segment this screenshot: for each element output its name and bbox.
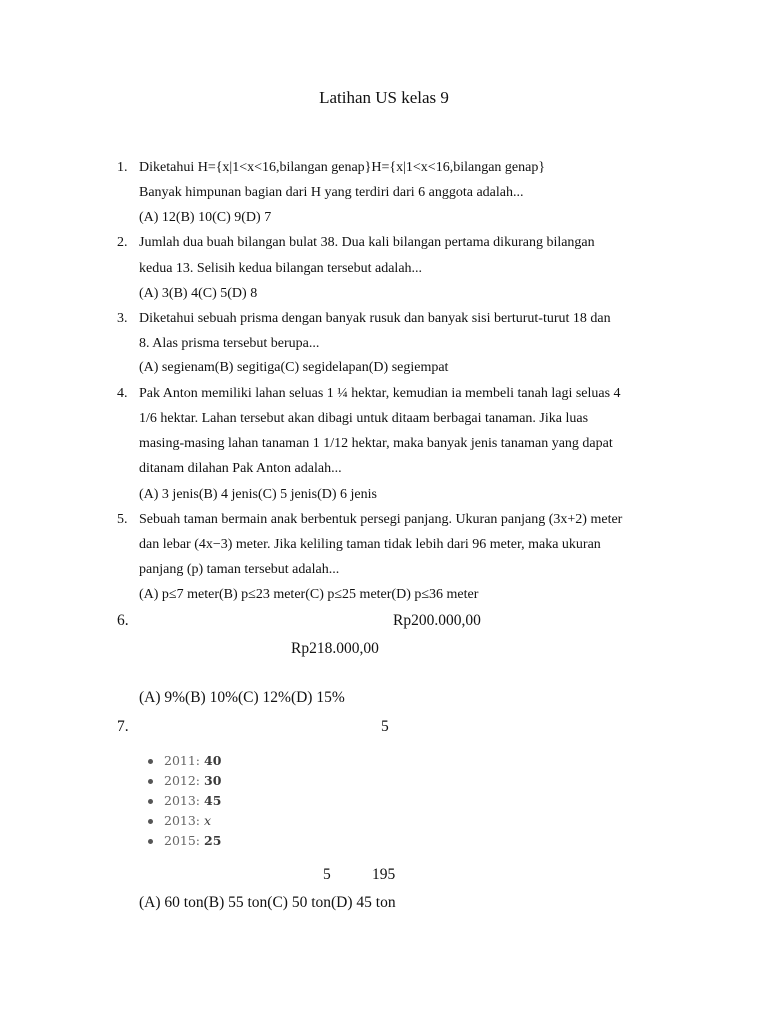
- year-label: 2013:: [164, 813, 201, 828]
- answer-options: (A) 12(B) 10(C) 9(D) 7: [139, 210, 272, 225]
- question-text-line: Banyak himpunan bagian dari H yang terdiri dari 6 anggota adalah...: [139, 185, 524, 200]
- year-label: 2015:: [164, 833, 201, 848]
- price-value: Rp200.000,00: [393, 612, 481, 629]
- question-text-line: Diketahui sebuah prisma dengan banyak rusuk dan banyak sisi berturut-turut 18 dan: [139, 311, 611, 326]
- question-text-line: Jumlah dua buah bilangan bulat 38. Dua kali bilangan pertama dikurang bilangan: [139, 235, 595, 250]
- year-label: 2012:: [164, 773, 201, 788]
- year-value: 30: [204, 773, 222, 788]
- yearly-data-list: [146, 751, 221, 851]
- question-number: 4.: [117, 386, 128, 401]
- year-value: x: [204, 813, 212, 828]
- question-text-line: ditanam dilahan Pak Anton adalah...: [139, 461, 342, 476]
- list-item: [146, 771, 221, 791]
- answer-options: (A) 3(B) 4(C) 5(D) 8: [139, 286, 258, 301]
- question-text-line: 1/6 hektar. Lahan tersebut akan dibagi untuk ditaam berbagai tanaman. Jika luas: [139, 411, 589, 426]
- list-item: [146, 791, 221, 811]
- answer-options: (A) 60 ton(B) 55 ton(C) 50 ton(D) 45 ton: [139, 894, 396, 911]
- question-number: 5.: [117, 512, 128, 527]
- question-text-line: Sebuah taman bermain anak berbentuk persegi panjang. Ukuran panjang (3x+2) meter: [139, 512, 623, 527]
- year-value: 25: [204, 833, 222, 848]
- answer-options: (A) 9%(B) 10%(C) 12%(D) 15%: [139, 689, 345, 706]
- list-item: [146, 811, 221, 831]
- number-value: 5: [381, 718, 389, 735]
- question-text-line: kedua 13. Selisih kedua bilangan tersebut adalah...: [139, 261, 423, 276]
- question-number: 6.: [117, 612, 129, 629]
- number-value: 5: [323, 866, 331, 883]
- question-number: 2.: [117, 235, 128, 250]
- question-text-line: panjang (p) taman tersebut adalah...: [139, 562, 340, 577]
- year-value: 45: [204, 793, 222, 808]
- answer-options: (A) p≤7 meter(B) p≤23 meter(C) p≤25 meter(D) p≤36 meter: [139, 587, 479, 602]
- question-text-line: masing-masing lahan tanaman 1 1/12 hektar, maka banyak jenis tanaman yang dapat: [139, 436, 613, 451]
- question-text-line: Pak Anton memiliki lahan seluas 1 ¼ hektar, kemudian ia membeli tanah lagi seluas 4: [139, 386, 621, 401]
- page-title: Latihan US kelas 9: [319, 88, 449, 107]
- price-value: Rp218.000,00: [291, 640, 379, 657]
- question-number: 3.: [117, 311, 128, 326]
- answer-options: (A) 3 jenis(B) 4 jenis(C) 5 jenis(D) 6 jenis: [139, 487, 377, 502]
- number-value: 195: [372, 866, 396, 883]
- answer-options: (A) segienam(B) segitiga(C) segidelapan(D) segiempat: [139, 360, 449, 375]
- question-text-line: dan lebar (4x−3) meter. Jika keliling taman tidak lebih dari 96 meter, maka ukuran: [139, 537, 601, 552]
- year-value: 40: [204, 753, 222, 768]
- year-label: 2013:: [164, 793, 201, 808]
- list-item: [146, 831, 221, 851]
- question-number: 7.: [117, 718, 129, 735]
- year-label: 2011:: [164, 753, 201, 768]
- question-text-line: 8. Alas prisma tersebut berupa...: [139, 336, 320, 351]
- question-number: 1.: [117, 160, 128, 175]
- list-item: [146, 751, 221, 771]
- question-text-line: Diketahui H={x|1<x<16,bilangan genap}H={x|1<x<16,bilangan genap}: [139, 160, 546, 175]
